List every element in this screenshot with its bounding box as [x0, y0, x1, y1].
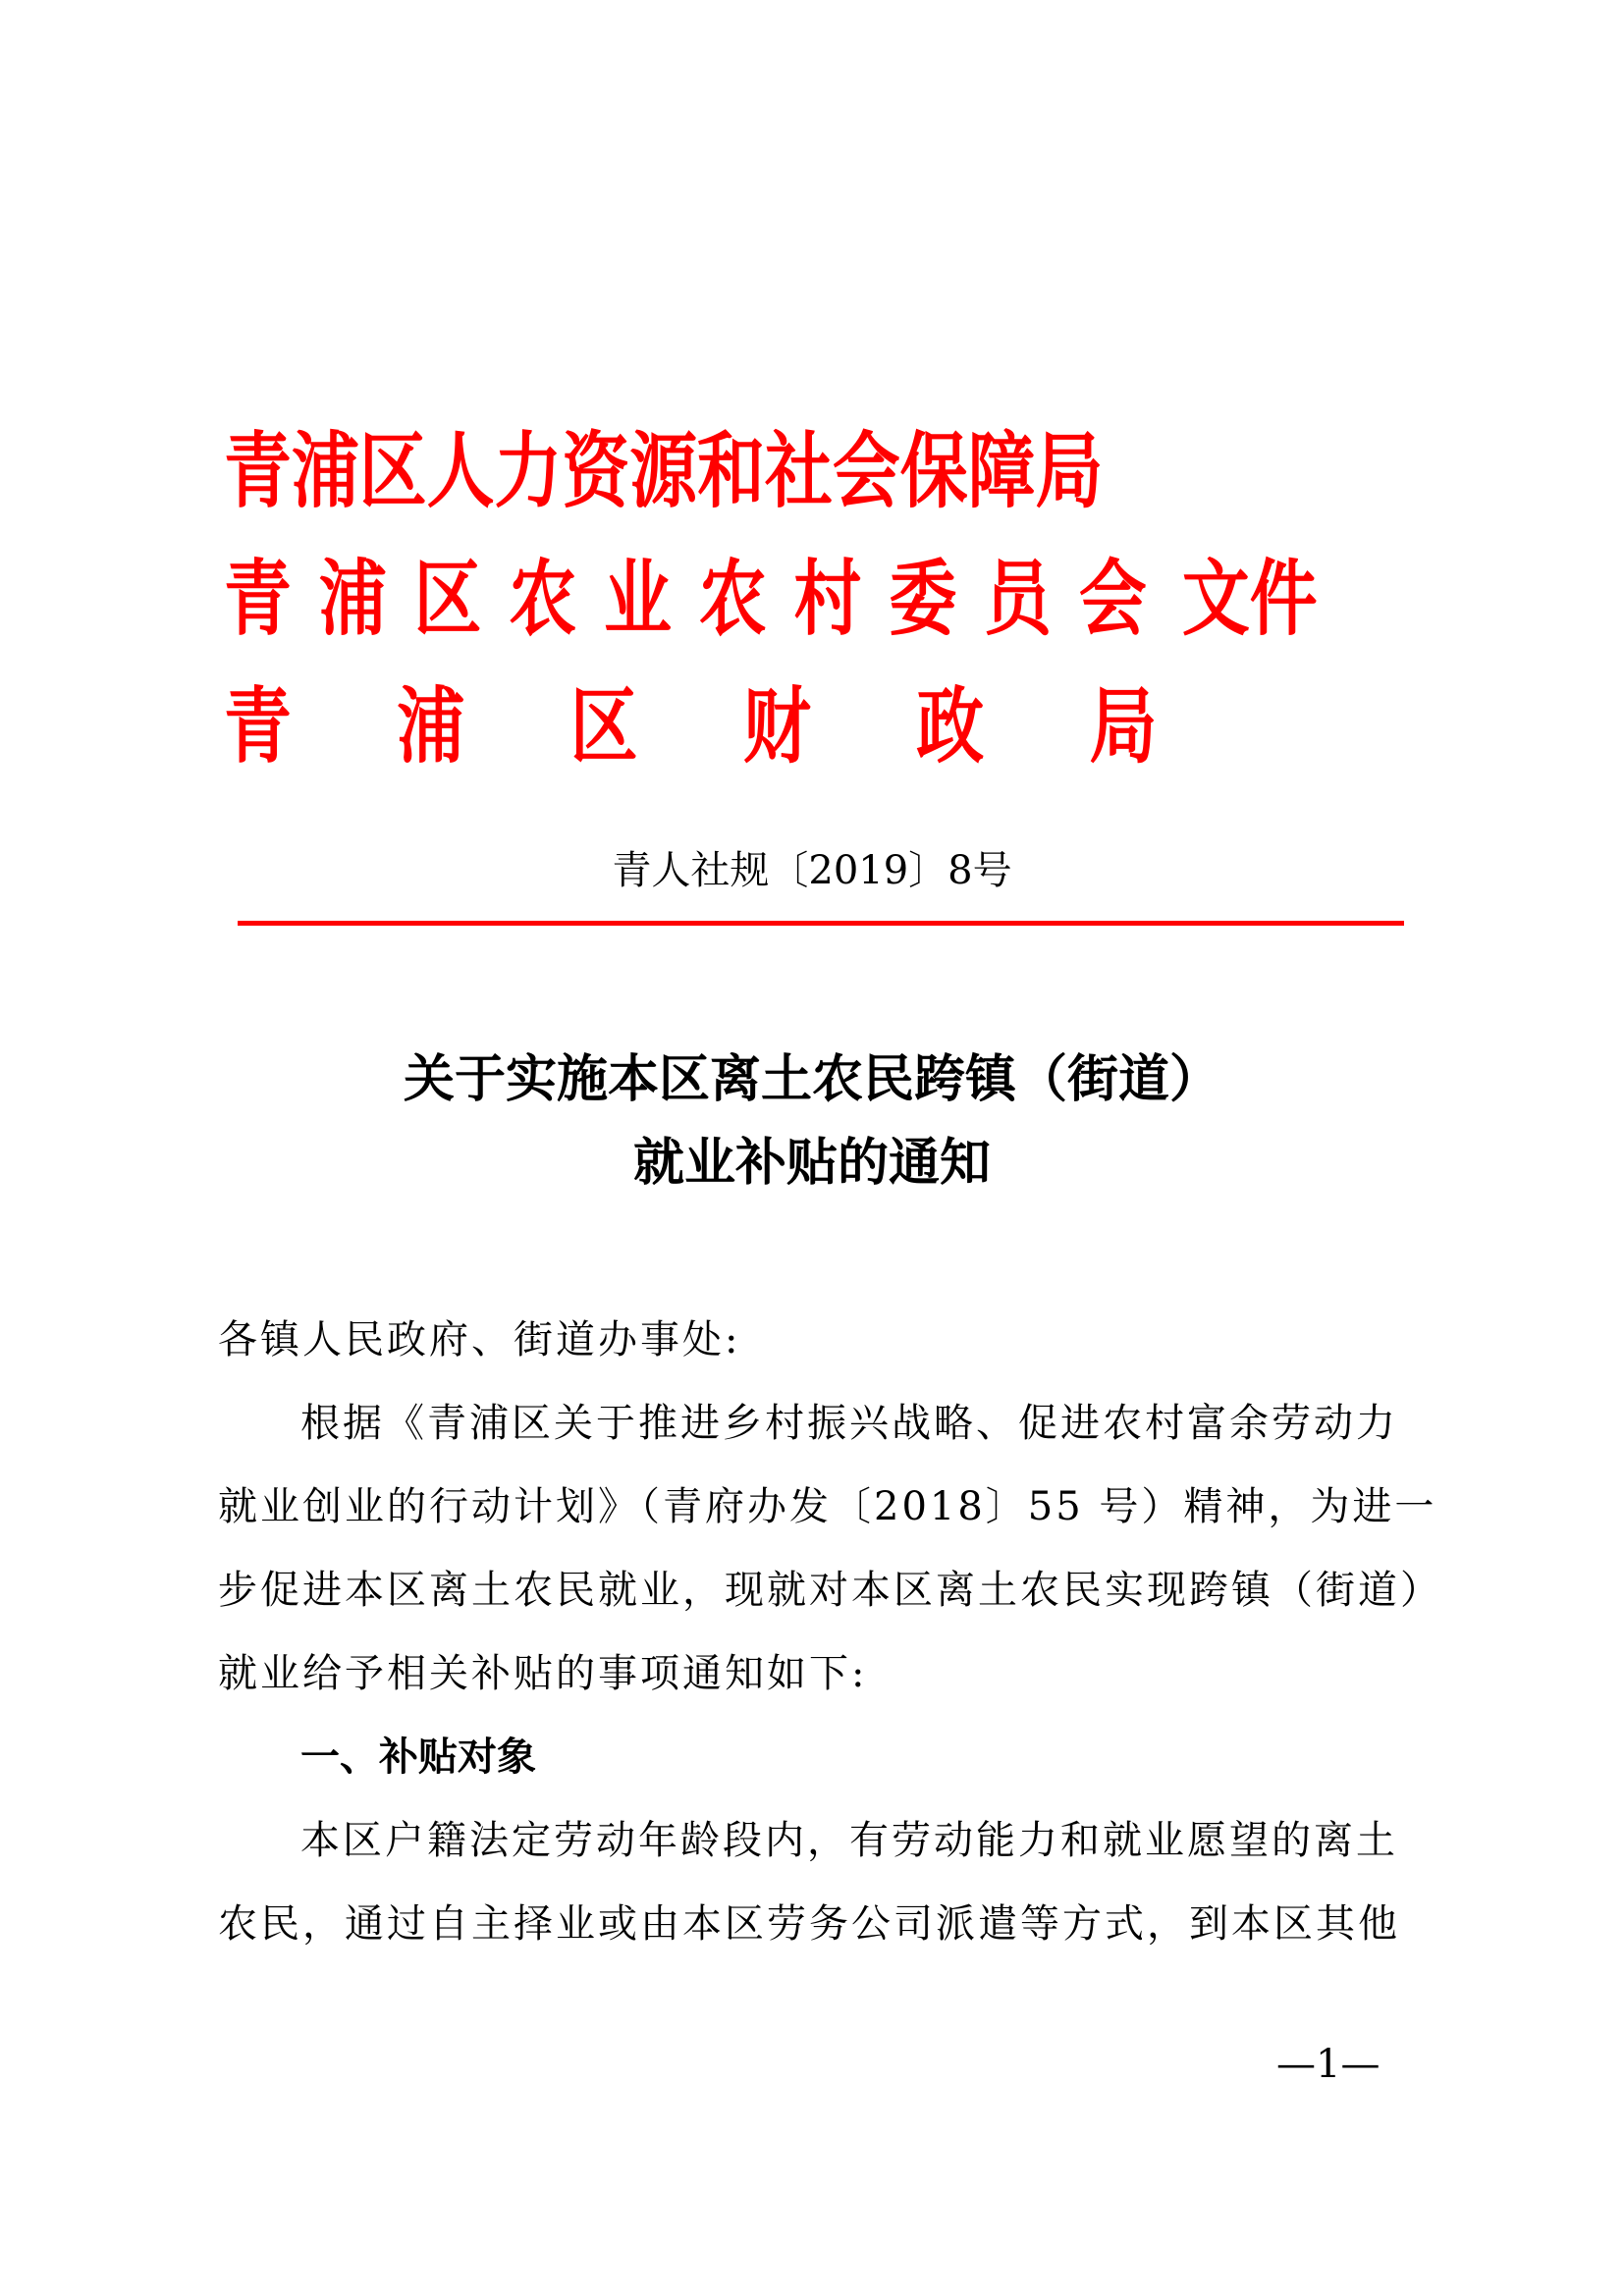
issuer-line-agri-committee [224, 550, 1318, 648]
issuer-name: 青浦区农业农村委员会 [224, 551, 1174, 647]
page-number: —1— [1276, 2042, 1380, 2087]
issuer-line-hr-bureau: 青浦区人力资源和社会保障局 [224, 423, 1104, 519]
paragraph-line: 就业创业的行动计划》（青府办发〔2018〕55 号）精神，为进一 [218, 1484, 1437, 1529]
red-divider-line [238, 921, 1404, 926]
paragraph-line: 根据《青浦区关于推进乡村振兴战略、促进农村富余劳动力 [300, 1401, 1398, 1446]
paragraph-line: 农民，通过自主择业或由本区劳务公司派遣等方式，到本区其他 [218, 1901, 1400, 1947]
paragraph-line: 本区户籍法定劳动年龄段内，有劳动能力和就业愿望的离土 [300, 1818, 1398, 1863]
issuer-line-finance-bureau: 青浦区财政局 [224, 678, 1263, 774]
paragraph-line: 就业给予相关补贴的事项通知如下: [218, 1651, 868, 1696]
section-heading: 一、补贴对象 [300, 1735, 536, 1780]
document-title-line-1: 关于实施本区离土农民跨镇（街道） [403, 1049, 1220, 1109]
salutation: 各镇人民政府、街道办事处: [218, 1317, 741, 1362]
document-title-line-2: 就业补贴的通知 [632, 1133, 991, 1193]
paragraph-line: 步促进本区离土农民就业，现就对本区离土农民实现跨镇（街道） [218, 1568, 1442, 1613]
document-suffix: 文件 [1181, 551, 1318, 647]
document-number: 青人社规〔2019〕8号 [612, 848, 1012, 893]
